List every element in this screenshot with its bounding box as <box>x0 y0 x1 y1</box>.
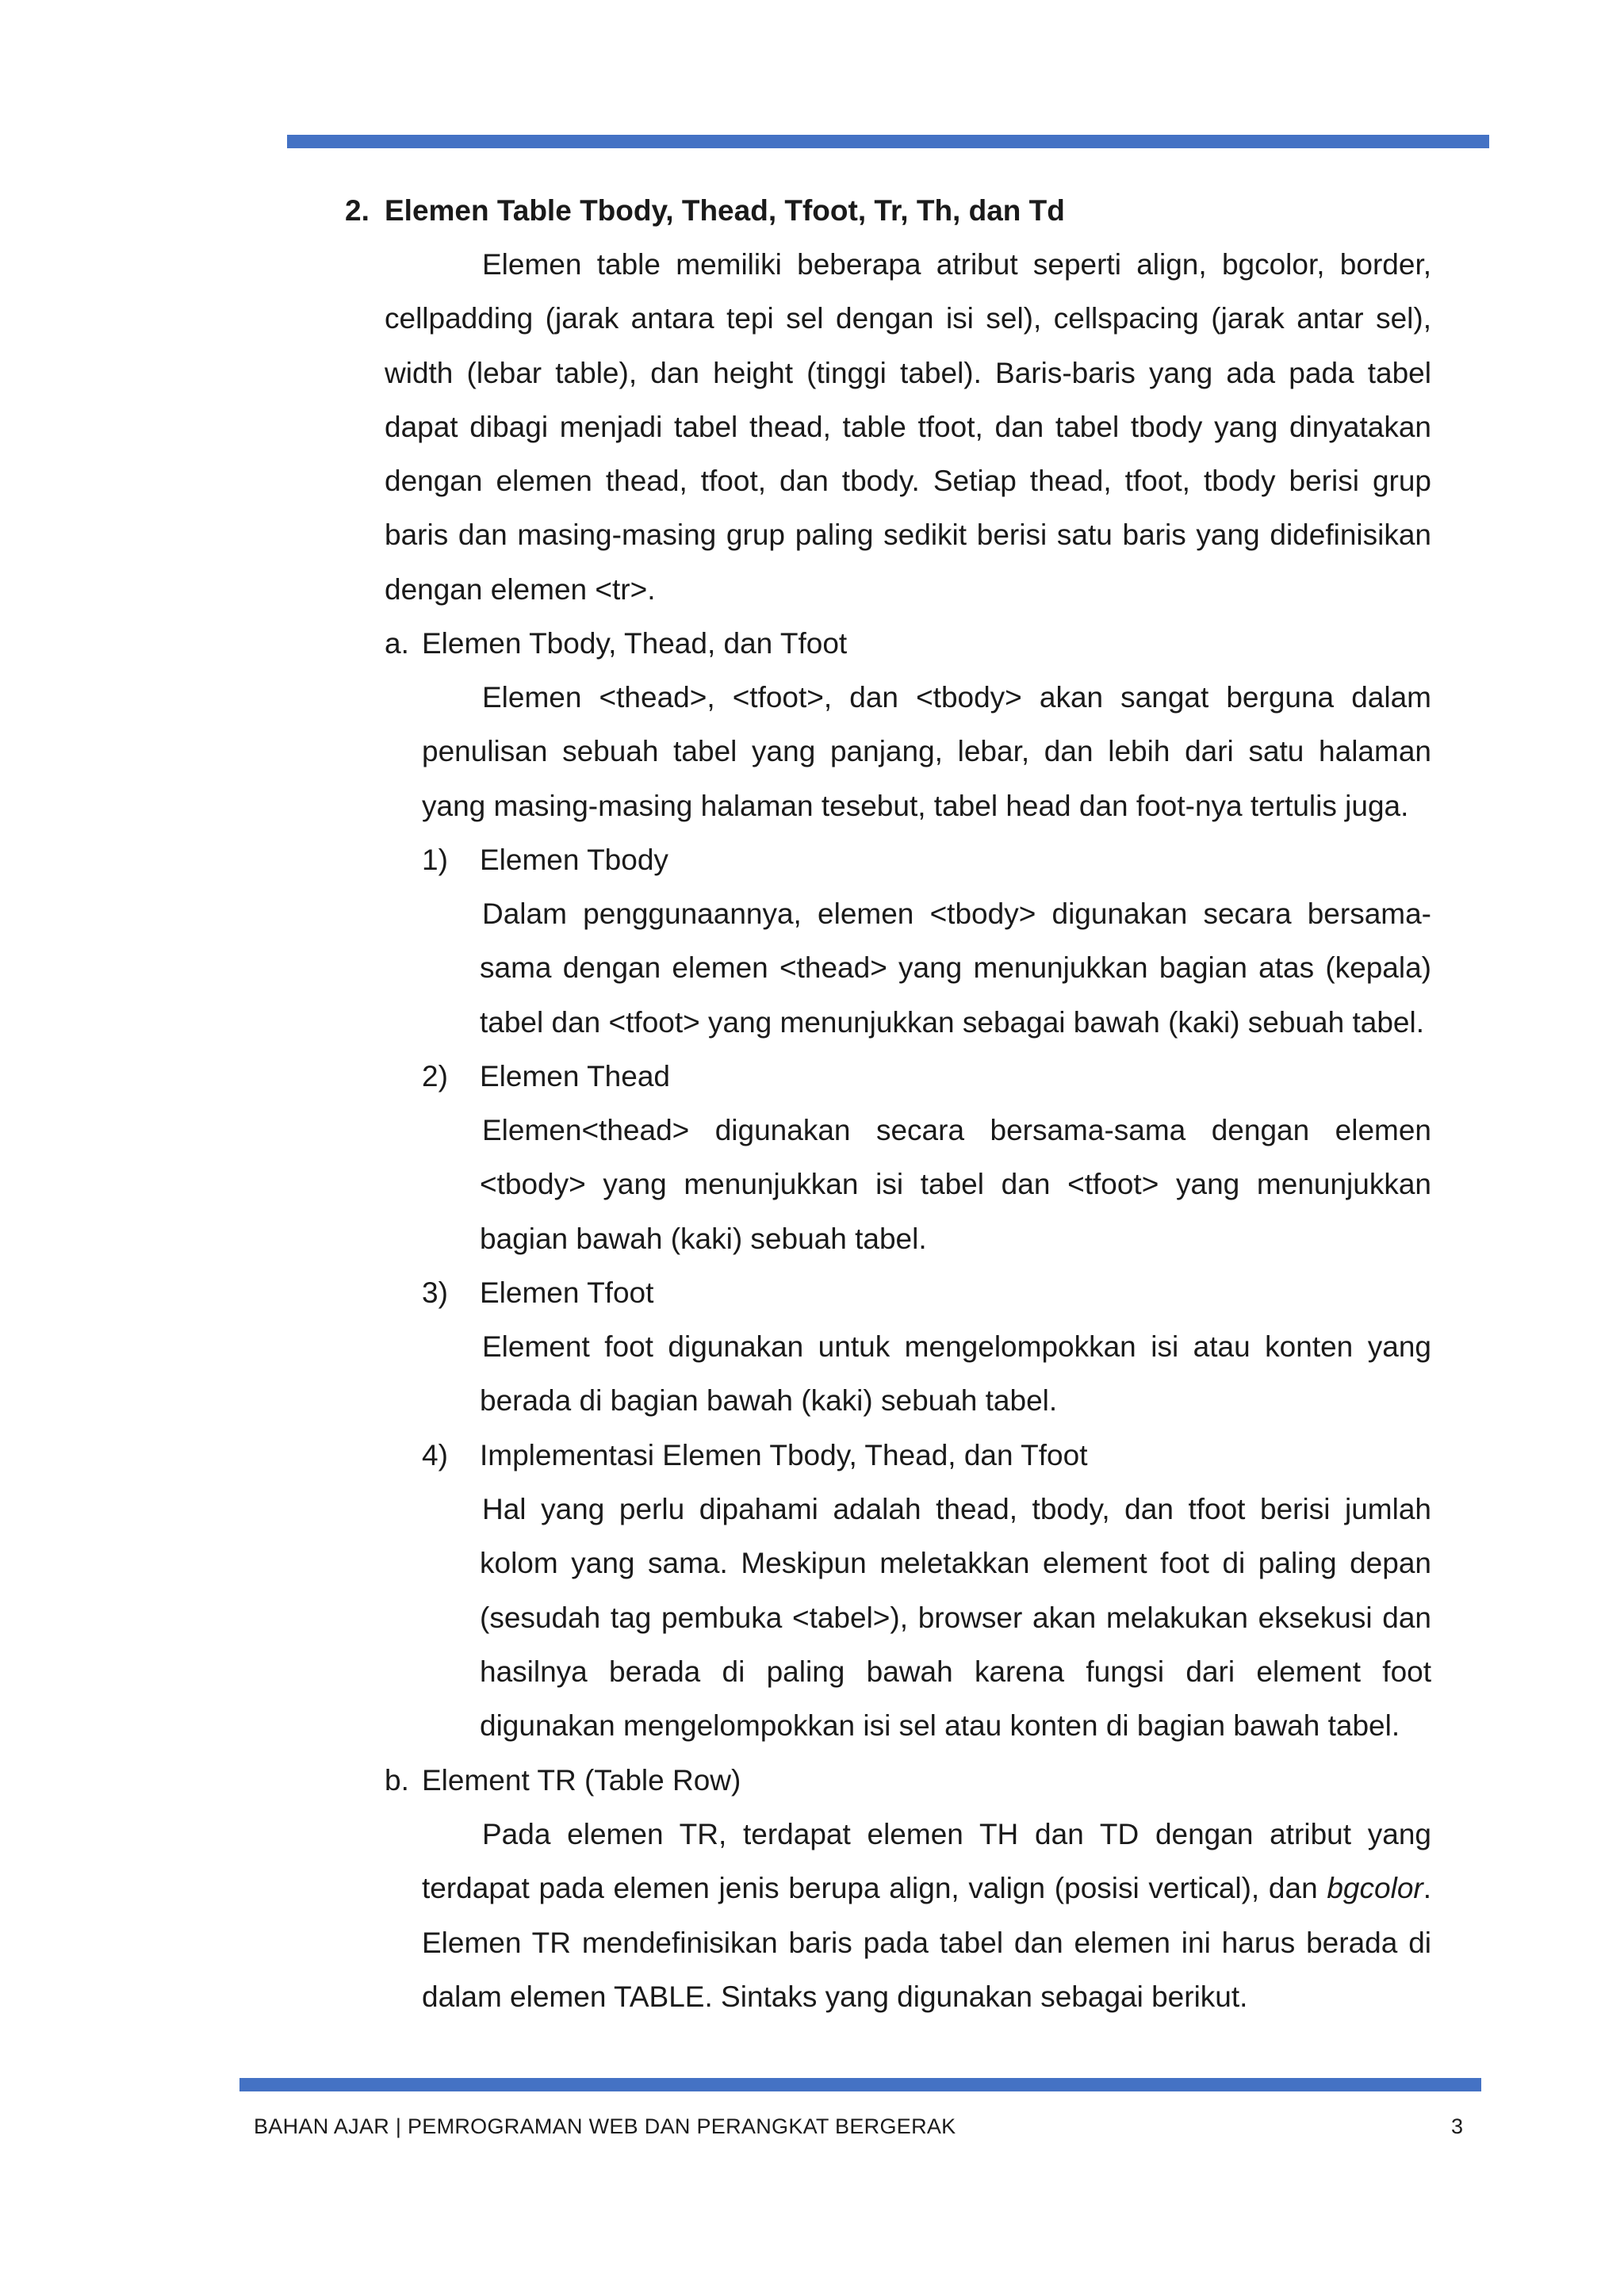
footer-title: BAHAN AJAR | PEMROGRAMAN WEB DAN PERANGKAT BERGERAK <box>254 2114 956 2138</box>
subsection-b-marker: b. <box>385 1764 409 1797</box>
item-2-paragraph <box>480 1104 1431 1266</box>
subsection-a-marker: a. <box>385 627 409 660</box>
subsection-a-heading <box>385 617 847 671</box>
item-2-marker: 2) <box>422 1060 448 1093</box>
item-4-title: Implementasi Elemen Tbody, Thead, dan Tfoot <box>480 1439 1088 1471</box>
subsection-b-text-1: Pada elemen TR, terdapat elemen TH dan TD dengan atribut yang terdapat pada elemen jenis berupa align, valign (posisi vertical), dan <box>422 1818 1431 1905</box>
item-2-text: Elemen<thead> digunakan secara bersama-sama dengan elemen <tbody> yang menunjukkan isi tabel dan <tfoot> yang menunjukkan bagian bawah (kaki) sebuah tabel. <box>480 1114 1431 1255</box>
item-3-title: Elemen Tfoot <box>480 1276 654 1309</box>
item-1-paragraph <box>480 887 1431 1050</box>
section-number: 2. <box>345 194 370 227</box>
item-4-text: Hal yang perlu dipahami adalah thead, tbody, dan tfoot berisi jumlah kolom yang sama. Meskipun meletakkan element foot di paling depan (sesudah tag pembuka <tabel>), browser akan melakukan eksekusi dan hasilnya berada di paling bawah karena fungsi dari element foot digunakan mengelompokkan isi sel atau konten di bagian bawah tabel. <box>480 1493 1431 1743</box>
item-2-title: Elemen Thead <box>480 1060 670 1093</box>
item-3-text: Element foot digunakan untuk mengelompokkan isi atau konten yang berada di bagian bawah (kaki) sebuah tabel. <box>480 1330 1431 1418</box>
subsection-b-title: Element TR (Table Row) <box>422 1764 741 1797</box>
item-3-paragraph <box>480 1320 1431 1429</box>
item-4-heading <box>422 1429 1088 1483</box>
item-4-marker: 4) <box>422 1439 448 1471</box>
page-number: 3 <box>1451 2114 1464 2138</box>
header-rule <box>287 135 1489 148</box>
item-1-heading <box>422 833 668 887</box>
subsection-a-text: Elemen <thead>, <tfoot>, dan <tbody> akan sangat berguna dalam penulisan sebuah tabel yang panjang, lebar, dan lebih dari satu halaman yang masing-masing halaman tesebut, tabel head dan foot-nya tertulis juga. <box>422 681 1431 822</box>
item-3-marker: 3) <box>422 1276 448 1309</box>
item-3-heading <box>422 1266 653 1320</box>
item-1-title: Elemen Tbody <box>480 844 668 876</box>
item-1-text: Dalam penggunaannya, elemen <tbody> digunakan secara bersama-sama dengan elemen <thead> yang menunjukkan bagian atas (kepala) tabel dan <tfoot> yang menunjukkan sebagai bawah (kaki) sebuah tabel. <box>480 897 1431 1039</box>
footer-rule <box>239 2078 1481 2091</box>
section-intro-text: Elemen table memiliki beberapa atribut seperti align, bgcolor, border, cellpadding (jarak antara tepi sel dengan isi sel), cellspacing (jarak antar sel), width (lebar table), dan height (tinggi tabel). Baris-baris yang ada pada tabel dapat dibagi menjadi tabel thead, table tfoot, dan tabel tbody yang dinyatakan dengan elemen thead, tfoot, dan tbody. Setiap thead, tfoot, tbody berisi grup baris dan masing-masing grup paling sedikit berisi satu baris yang didefinisikan dengan elemen <tr>. <box>385 248 1431 606</box>
item-1-marker: 1) <box>422 844 448 876</box>
section-intro-paragraph <box>385 238 1431 617</box>
section-title: Elemen Table Tbody, Thead, Tfoot, Tr, Th, dan Td <box>385 194 1065 227</box>
item-2-heading <box>422 1050 670 1104</box>
subsection-b-text-2: . Elemen TR mendefinisikan baris pada tabel dan elemen ini harus berada di dalam elemen TABLE. Sintaks yang digunakan sebagai berikut. <box>422 1872 1431 2013</box>
subsection-b-paragraph <box>422 1808 1431 2024</box>
section-heading <box>345 184 1065 238</box>
subsection-b-heading <box>385 1754 741 1808</box>
item-4-paragraph <box>480 1483 1431 1753</box>
subsection-b-italic: bgcolor <box>1327 1872 1423 1905</box>
subsection-a-title: Elemen Tbody, Thead, dan Tfoot <box>422 627 848 660</box>
subsection-a-paragraph <box>422 671 1431 833</box>
